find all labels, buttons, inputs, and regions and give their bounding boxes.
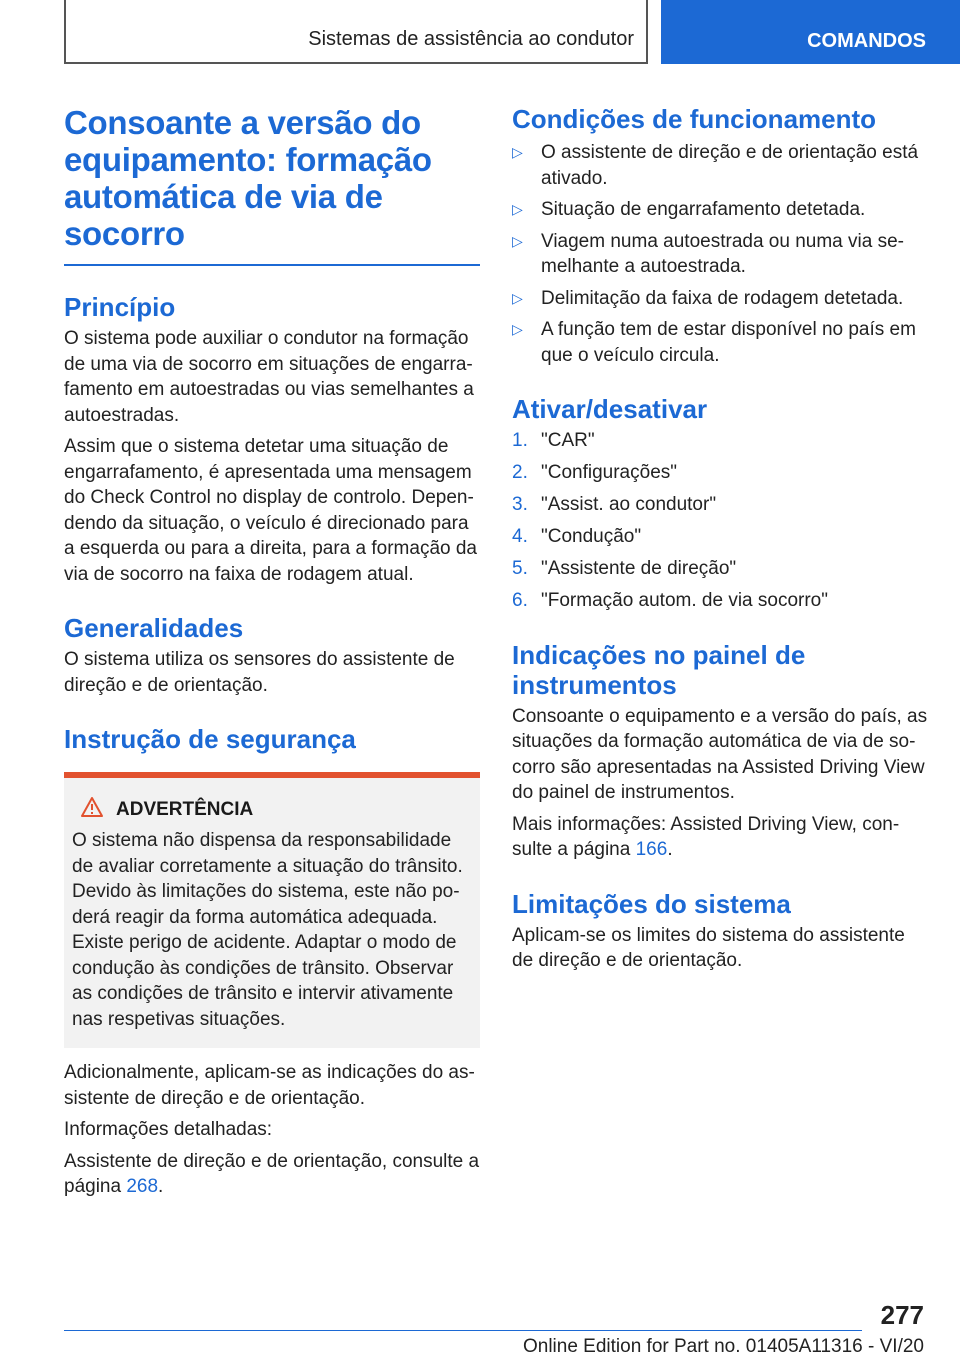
- step-text: "Condução": [541, 526, 642, 547]
- triangle-bullet-icon: ▷: [512, 232, 523, 249]
- triangle-bullet-icon: ▷: [512, 289, 523, 306]
- after-paragraph-3: [64, 1149, 480, 1200]
- limits-paragraph: Aplicam-se os limites do sistema do assistente de direção e de orientação.: [512, 924, 905, 971]
- page-title: Consoante a versão do equipamento: formação automática de via de socorro: [64, 104, 432, 252]
- list-item: [512, 460, 928, 486]
- display-paragraph-1: Consoante o equipamento e a versão do país, as situações da formação automática de via de so-corro são apresentadas na Assisted Driving View do painel de instrumentos.: [512, 705, 928, 803]
- footer-edition: Online Edition for Part no. 01405A11316 - VI/20: [522, 1336, 924, 1357]
- display-heading: Indicações no painel de instrumentos: [512, 639, 806, 700]
- step-text: "Assist. ao condutor": [541, 494, 717, 515]
- condition-text: Situação de engarrafamento detetada.: [541, 199, 866, 220]
- limits-heading: Limitações do sistema: [512, 888, 791, 919]
- step-number: 4.: [512, 526, 528, 547]
- step-number: 6.: [512, 590, 528, 611]
- step-number: 3.: [512, 494, 528, 515]
- list-item: [512, 140, 928, 191]
- header-chapter-tab[interactable]: [661, 0, 960, 64]
- principle-paragraph-1: O sistema pode auxiliar o condutor na formação de uma via de socorro em situações de engarra-famento em autoestradas ou vias semelhantes a autoestradas.: [64, 328, 474, 426]
- conditions-list: [512, 140, 928, 368]
- general-heading: Generalidades: [64, 613, 244, 643]
- after-paragraph-3-end: .: [158, 1176, 164, 1197]
- right-column: [512, 100, 928, 974]
- condition-text: Delimitação da faixa de rodagem detetada.: [541, 287, 904, 309]
- list-item: [512, 317, 928, 368]
- triangle-bullet-icon: ▷: [512, 201, 523, 217]
- list-item: [512, 229, 928, 280]
- condition-text: O assistente de direção e de orientação está ativado.: [541, 142, 919, 189]
- warning-box: [64, 778, 480, 1048]
- safety-heading: Instrução de segurança: [64, 724, 356, 754]
- step-number: 1.: [512, 430, 528, 451]
- triangle-bullet-icon: ▷: [512, 144, 523, 160]
- header-section-title: Sistemas de assistência ao condutor: [308, 28, 634, 50]
- after-paragraph-2: Informações detalhadas:: [64, 1119, 273, 1140]
- step-text: "Assistente de direção": [541, 558, 737, 579]
- after-paragraph-3-text: Assistente de direção e de orientação, consulte a página: [64, 1150, 480, 1197]
- left-column: [64, 100, 480, 1200]
- list-item: [512, 286, 928, 312]
- header-chapter-label: COMANDOS: [807, 30, 926, 52]
- display-paragraph-2: [512, 812, 928, 863]
- steps-list: [512, 428, 928, 614]
- display-paragraph-2-text: Mais informações: Assisted Driving View, con-sulte a página: [512, 813, 900, 860]
- condition-text: A função tem de estar disponível no país em que o veículo circula.: [541, 319, 916, 366]
- list-item: [512, 492, 928, 518]
- principle-heading: Princípio: [64, 292, 176, 322]
- step-text: "Configurações": [541, 462, 678, 483]
- warning-triangle-icon: [80, 796, 104, 824]
- step-text: "Formação autom. de via socorro": [541, 590, 828, 611]
- principle-paragraph-2: Assim que o sistema detetar uma situação de engarrafamento, é apresentada uma mensagem do Check Control no display de controlo. Depen-dendo da situação, o veículo é direcionado para a esquerda ou para a direita, para a formação da via de socorro na faixa de rodagem atual.: [64, 436, 477, 585]
- warning-header: [72, 796, 472, 824]
- step-number: 5.: [512, 558, 528, 579]
- page-link-166[interactable]: 166: [635, 839, 668, 860]
- display-paragraph-2-end: .: [667, 839, 673, 860]
- after-paragraph-1: Adicionalmente, aplicam-se as indicações do as-sistente de direção e de orientação.: [64, 1062, 475, 1109]
- title-divider: [64, 264, 480, 266]
- activate-heading: Ativar/desativar: [512, 394, 708, 424]
- list-item: [512, 428, 928, 454]
- list-item: [512, 524, 928, 550]
- triangle-bullet-icon: ▷: [512, 321, 523, 337]
- warning-text: O sistema não dispensa da responsabilidade de avaliar corretamente a situação do trânsito. Devido às limitações do sistema, este não po-derá reagir da forma automática adequada. Existe perigo de acidente. Adaptar o modo de condução às condições de trânsito. Observar as condições de trânsito e intervir ativamente nas respetivas situações.: [72, 830, 463, 1030]
- footer-divider: [64, 1330, 862, 1331]
- header-section-box: [64, 0, 648, 64]
- list-item: [512, 588, 928, 614]
- page-number: 277: [880, 1300, 924, 1330]
- warning-title: ADVERTÊNCIA: [116, 799, 254, 820]
- page-link-268[interactable]: 268: [126, 1176, 159, 1197]
- list-item: [512, 197, 928, 223]
- list-item: [512, 556, 928, 582]
- step-text: "CAR": [541, 430, 595, 451]
- general-paragraph: O sistema utiliza os sensores do assistente de direção e de orientação.: [64, 649, 455, 696]
- step-number: 2.: [512, 462, 528, 483]
- condition-text: Viagem numa autoestrada ou numa via se-melhante a autoestrada.: [541, 230, 904, 277]
- conditions-heading: Condições de funcionamento: [512, 104, 877, 134]
